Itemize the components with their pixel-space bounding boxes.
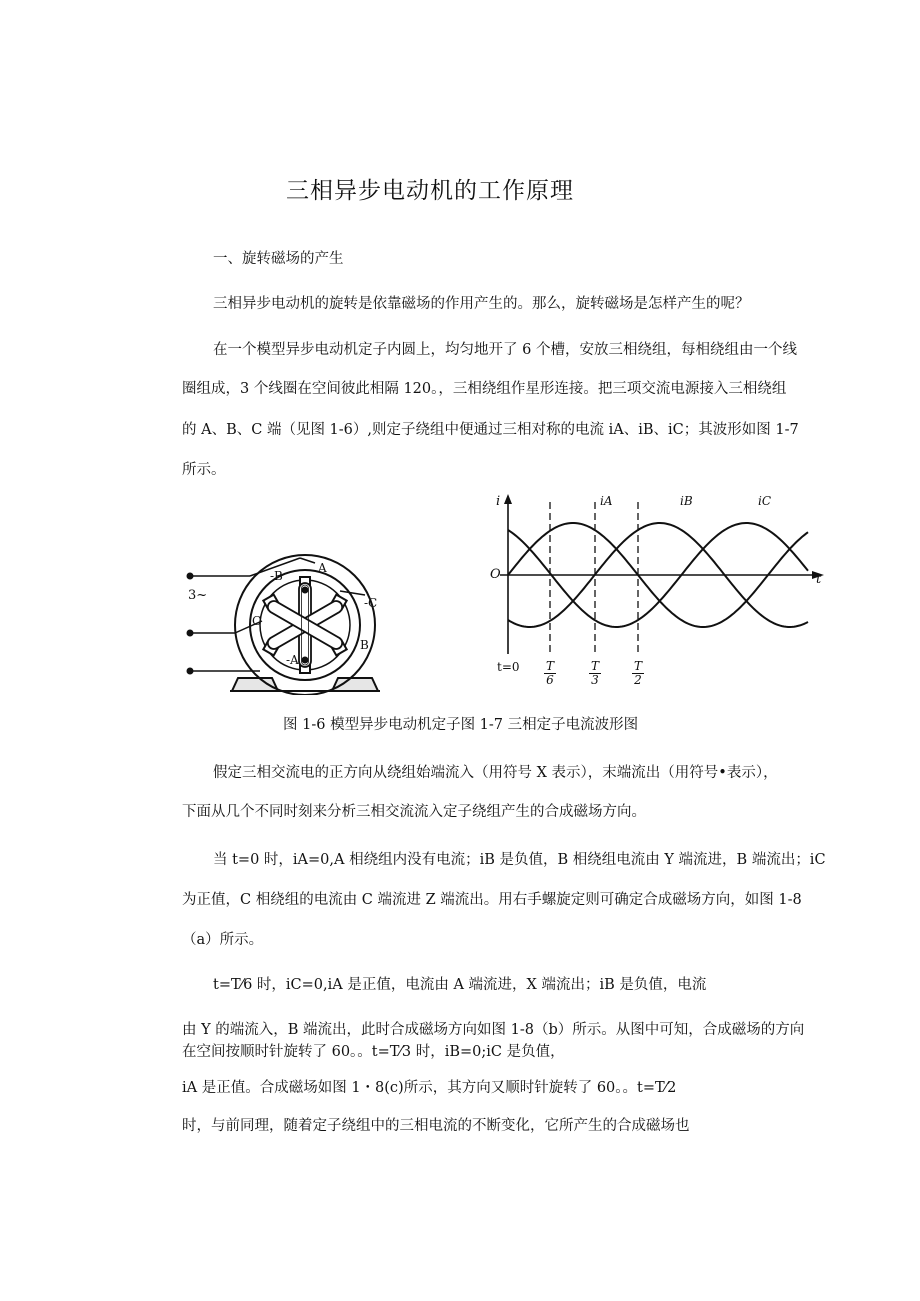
paragraph-line: 当 t=0 时，iA=0,A 相绕组内没有电流；iB 是负值，B 相绕组电流由 Y 端流进，B 端流出；iC: [213, 852, 826, 868]
tick-den: 2: [634, 673, 642, 687]
paragraph-line: iA 是正值。合成磁场如图 1・8(c)所示，其方向又顺时针旋转了 60。。t=T⁄2: [182, 1080, 677, 1096]
paragraph-line: 在一个模型异步电动机定子内圆上，均匀地开了 6 个槽，安放三相绕组，每相绕组由一个线: [213, 342, 797, 358]
paragraph-line: 的 A、B、C 端（见图 1-6）,则定子绕组中便通过三相对称的电流 iA、iB、iC；其波形如图 1-7: [182, 422, 799, 438]
series-label-ib: iB: [680, 494, 693, 508]
series-label-ic: iC: [758, 494, 772, 508]
paragraph-line: 圈组成，3 个线圈在空间彼此相隔 120。，三相绕组作星形连接。把三项交流电源接入三相绕组: [182, 381, 787, 397]
paragraph-line: 在空间按顺时针旋转了 60。。t=T⁄3 时，iB=0;iC 是负值，: [182, 1044, 565, 1060]
tick-num: T: [545, 659, 554, 673]
paragraph-line: 时，与前同理，随着定子绕组中的三相电流的不断变化，它所产生的合成磁场也: [182, 1118, 690, 1134]
paragraph-line: t=T⁄6 时，iC=0,iA 是正值，电流由 A 端流进，X 端流出；iB 是负值，电流: [213, 977, 707, 993]
terminal-label-minus-b: -B: [270, 569, 283, 583]
paragraph-line: 为正值，C 相绕组的电流由 C 端流进 Z 端流出。用右手螺旋定则可确定合成磁场方向，如图 1-8: [182, 892, 802, 908]
figure-caption: 图 1-6 模型异步电动机定子图 1-7 三相定子电流波形图: [283, 717, 639, 733]
tick-label-t2: [632, 660, 644, 687]
tick-den: 3: [591, 673, 599, 687]
paragraph-line: 下面从几个不同时刻来分析三相交流流入定子绕组产生的合成磁场方向。: [182, 804, 646, 820]
terminal-label-b: B: [360, 638, 369, 652]
paragraph: 三相异步电动机的旋转是依靠磁场的作用产生的。那么，旋转磁场是怎样产生的呢？: [213, 296, 750, 312]
page-title: 三相异步电动机的工作原理: [286, 178, 574, 204]
figure-motor-stator: [180, 543, 400, 695]
series-label-ia: iA: [600, 494, 613, 508]
tick-num: T: [633, 659, 642, 673]
terminal-label-minus-c: -C: [364, 596, 378, 610]
figure-current-waveform: [480, 490, 830, 660]
y-axis-label: i: [496, 494, 501, 509]
section-heading: 一、旋转磁场的产生: [213, 251, 344, 267]
terminal-label-a: A: [318, 561, 327, 575]
tick-num: T: [590, 659, 599, 673]
x-axis-label: t: [816, 572, 822, 587]
tick-label-t6: [544, 660, 556, 687]
tick-label-t0: t=0: [497, 660, 520, 674]
terminal-label-minus-a: -A: [286, 653, 299, 667]
paragraph-line: 假定三相交流电的正方向从绕组始端流入（用符号 X 表示），末端流出（用符号•表示），: [213, 765, 778, 781]
y-axis-arrow: [504, 494, 512, 504]
terminal-label-c: C: [252, 614, 262, 628]
tick-label-t3: [589, 660, 601, 687]
tick-den: 6: [546, 673, 554, 687]
source-label: 3~: [188, 588, 208, 603]
paragraph-line: 由 Y 的端流入，B 端流出，此时合成磁场方向如图 1-8（b）所示。从图中可知，合成磁场的方向: [182, 1022, 805, 1038]
paragraph-line: 所示。: [182, 462, 226, 478]
paragraph-line: （a）所示。: [182, 932, 264, 948]
origin-label: O: [490, 567, 501, 582]
